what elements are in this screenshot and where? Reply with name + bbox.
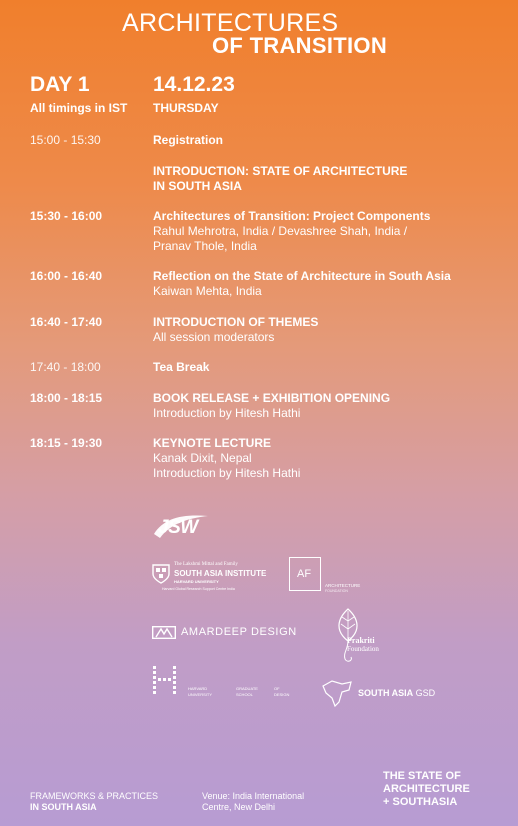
event-date: 14.12.23 xyxy=(153,73,235,96)
footer-brand-line1: THE STATE OF xyxy=(383,770,461,782)
sai-small-text: The Lakshmi Mittal and Family xyxy=(174,562,238,567)
footer-venue-line1: Venue: India International xyxy=(202,791,305,801)
architecture-foundation-logo xyxy=(289,557,379,595)
af-mark: AF xyxy=(297,568,312,580)
session-time: 16:00 - 16:40 xyxy=(30,269,103,283)
session-speakers: Kaiwan Mehta, India xyxy=(153,284,262,298)
timings-note: All timings in IST xyxy=(30,101,128,115)
session-title: Architectures of Transition: Project Components xyxy=(153,209,431,223)
gsd-h-icon xyxy=(152,665,178,695)
jsw-wordmark: JSW xyxy=(158,517,198,538)
session-title: Registration xyxy=(153,133,224,147)
footer-program xyxy=(30,791,158,813)
harvard-gsd-logo xyxy=(152,665,302,697)
session-title: INTRODUCTION: STATE OF ARCHITECTURE xyxy=(153,164,408,178)
session-title: INTRODUCTION OF THEMES xyxy=(153,315,319,329)
harvard-shield-icon xyxy=(152,564,170,584)
footer-brand-line2: ARCHITECTURE xyxy=(383,783,470,795)
sai-note-text: Harvard Global Research Support Centre India xyxy=(162,587,235,591)
session-title-cont: IN SOUTH ASIA xyxy=(153,179,242,193)
title-line-1: ARCHITECTURES xyxy=(122,9,339,37)
amardeep-wordmark: AMARDEEP DESIGN xyxy=(181,626,297,638)
footer-venue xyxy=(202,791,304,813)
session-time: 18:00 - 18:15 xyxy=(30,391,103,405)
af-text: ARCHITECTURE xyxy=(325,583,361,588)
session-title: Reflection on the State of Architecture in South Asia xyxy=(153,269,451,283)
sai-harvard-text: HARVARD UNIVERSITY xyxy=(174,579,219,584)
south-asia-gsd-wordmark xyxy=(358,688,435,698)
footer-brand-line3: + SOUTHASIA xyxy=(383,796,458,808)
footer-venue-line2: Centre, New Delhi xyxy=(202,802,276,812)
af-sub-text: FOUNDATION xyxy=(325,589,348,593)
session-time: 15:30 - 16:00 xyxy=(30,209,103,223)
session-time: 18:15 - 19:30 xyxy=(30,436,103,450)
footer-brand xyxy=(383,770,470,809)
session-time: 17:40 - 18:00 xyxy=(30,360,101,374)
session-time: 16:40 - 17:40 xyxy=(30,315,103,329)
jsw-logo xyxy=(152,512,212,540)
session-speakers: Introduction by Hitesh Hathi xyxy=(153,406,301,420)
south-asia-gsd-suffix: GSD xyxy=(413,688,436,698)
south-asia-gsd-main: SOUTH ASIA xyxy=(358,688,414,698)
session-speakers-cont: Pranav Thole, India xyxy=(153,239,257,253)
prakriti-text-2: Foundation xyxy=(347,645,379,653)
session-time: 15:00 - 15:30 xyxy=(30,133,101,147)
gsd-text-design: DESIGN xyxy=(274,692,290,697)
prakriti-foundation-logo xyxy=(333,607,403,669)
gsd-text-school: SCHOOL xyxy=(236,692,253,697)
session-title: Tea Break xyxy=(153,360,210,374)
weekday: THURSDAY xyxy=(153,101,219,115)
amardeep-mark-icon xyxy=(152,626,176,639)
footer-program-line1: FRAMEWORKS & PRACTICES xyxy=(30,791,159,801)
gsd-text-harvard: HARVARD xyxy=(188,686,208,691)
session-title: KEYNOTE LECTURE xyxy=(153,436,272,450)
south-asia-map-icon xyxy=(320,678,354,708)
session-speakers: All session moderators xyxy=(153,330,275,344)
footer-program-line2: IN SOUTH ASIA xyxy=(30,802,97,812)
title-line-2: OF TRANSITION xyxy=(212,33,388,58)
south-asia-gsd-logo xyxy=(320,678,455,708)
gsd-text-of: OF xyxy=(274,686,280,691)
day-label: DAY 1 xyxy=(30,73,90,96)
amardeep-design-logo xyxy=(152,624,302,642)
south-asia-institute-logo xyxy=(152,562,282,596)
session-speakers: Rahul Mehrotra, India / Devashree Shah, India / xyxy=(153,224,408,238)
gsd-text-graduate: GRADUATE xyxy=(236,686,258,691)
session-title: BOOK RELEASE + EXHIBITION OPENING xyxy=(153,391,391,405)
prakriti-text-1: Prakriti xyxy=(347,636,375,645)
sai-main-text: SOUTH ASIA INSTITUTE xyxy=(174,569,267,578)
gsd-text-university: UNIVERSITY xyxy=(188,692,213,697)
session-speakers: Kanak Dixit, Nepal xyxy=(153,451,252,465)
session-speakers-cont: Introduction by Hitesh Hathi xyxy=(153,466,301,480)
